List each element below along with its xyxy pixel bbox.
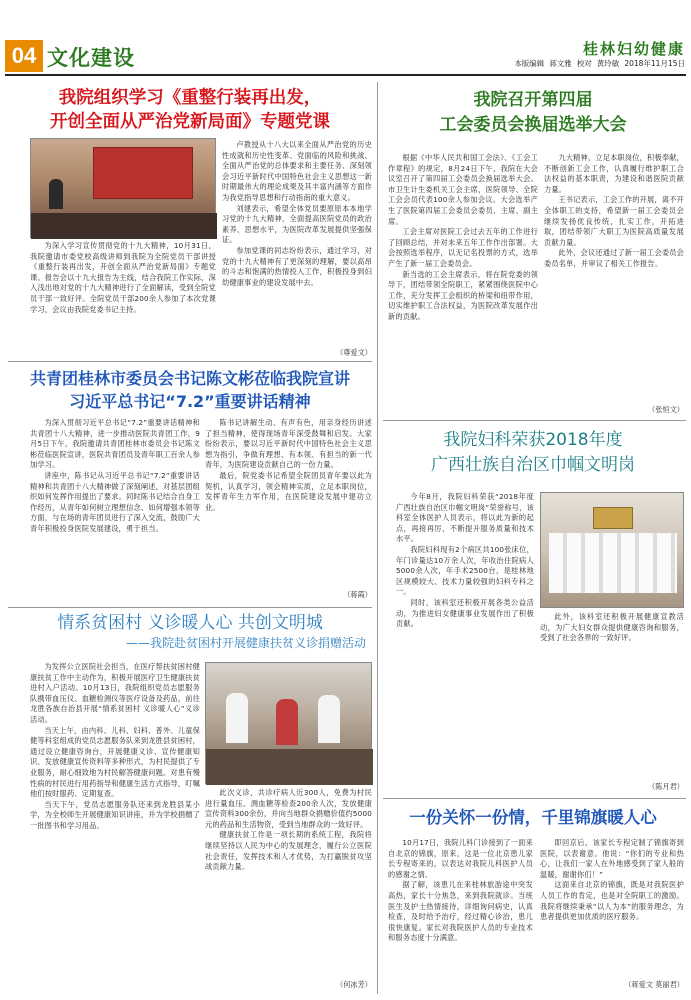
a1-title: 我院组织学习《重整行装再出发， 开创全面从严治党新局面》专题党课 <box>50 88 330 132</box>
a2-author: （蒋霞） <box>343 590 372 599</box>
a4-title: 我院召开第四届 工会委员会换届选举大会 <box>439 90 627 135</box>
a1-body-left: 为深入学习宣传贯彻党的十九大精神，10月31日，我院邀请市委党校高级讲师到我院为全院党员干部讲授《重整行装再出发，开创全面从严治党新局面》专题党课。报告会以十九大报告为主线，结合我院工作实际，深入浅出地对党的十九大精神进行了全面解读，受到全院党员干部一致好评。全院党员干部200余人参加了本次党课学习，会议由我院党委书记主持。 <box>30 241 216 314</box>
a3-photo-clinic <box>205 662 372 784</box>
a5-title: 我院妇科荣获2018年度 广西壮族自治区巾帼文明岗 <box>431 430 635 475</box>
divider <box>8 607 372 608</box>
a4-author: （张恒文） <box>648 405 684 414</box>
column-divider <box>377 82 378 994</box>
a3-body-left: 为发挥公立医院社会担当，在医疗帮扶贫困村健康扶贫工作中主动作为，积极开展医疗卫生健康扶贫进村入户活动。10月13日，我院组织党员志愿服务队携带血压仪、血糖检测仪等医疗设备及药品，前往龙胜各族自治县开展“情系贫困村 义诊暖人心”义诊活动。 当天上午，由内科、儿科、妇科、普外、儿童保健等科室组成的党员志愿服务队来到龙胜县贫困村，通过设立健康咨询台，开展健康义诊、宣传健康知识、发放健康宣传资料等多种形式，为村民提供了专业服务，耐心细致地为村民解答健康问题。对患有慢性病的村民进行用药指导和健康生活方式指导，叮嘱他们按时服药、定期复查。 当天下午，党员志愿服务队还来到龙胜县某小学，为全校师生开展健康知识讲座，并为学校捐赠了一批图书和学习用品。 <box>30 662 200 830</box>
divider <box>8 361 372 362</box>
proof-name: 黄玲敏 <box>596 59 620 68</box>
proof-label: 校对 <box>576 59 592 68</box>
a2-body-right: 陈书记讲解生动、有声有色，用亲身经历讲述了担当精神，使得现场青年深受鼓舞和启发。大家纷纷表示，要以习近平新时代中国特色社会主义思想为指引，争做有理想、有本领、有担当的新一代青年，为医院建设贡献自己的一份力量。 最后，院党委书记希望全院团员青年要以此为契机，认真学习，领会精神实质，立足本职岗位，发挥青年生力军作用，在医院建设发展中建功立业。 <box>205 418 372 512</box>
a4-body-right: 九大精神，立足本职岗位，积极奉献，不断创新工会工作，认真履行维护职工合法权益的基本职责，为建设和谐医院贡献力量。 王书记表示，工会工作的开展，离不开全体职工的支持，希望新一届工会委员会继续发扬优良传统，扎实工作，开拓进取，团结带领广大职工为医院高质量发展贡献力量。 此外，会议还通过了新一届工会委员会委员名单，并审议了相关工作报告。 <box>544 153 684 268</box>
a5-author: （陈月君） <box>648 782 684 791</box>
divider <box>383 420 686 421</box>
a6-body-left: 10月17日，我院儿科门诊接到了一面来自北京的锦旗，原来，这是一位北京患儿家长专程寄来的，以表达对我院儿科医护人员的感谢之情。 据了解，该患儿在来桂林旅游途中突发高热，家长十分焦急，来到我院就诊。当班医生及护士热情接待，详细询问病史，认真检查，及时给予治疗，经过精心诊治，患儿很快康复。家长对我院医护人员的专业技术和服务态度十分满意。 <box>388 838 533 943</box>
a3-body-right: 此次义诊，共诊疗病人近300人，免费为村民进行量血压、测血糖等检查200余人次，发放健康宣传资料300余份，并向当地群众捐赠价值约5000元的药品和生活物资，受到当地群众的一致好评。 健康扶贫工作是一项长期的系统工程，我院将继续坚持以人民为中心的发展理念，履行公立医院社会责任，发挥技术和人才优势，为打赢脱贫攻坚战贡献力量。 <box>205 788 372 872</box>
section-title: 文化建设 <box>47 46 135 70</box>
header-rule <box>5 74 686 76</box>
a4-body-left: 根据《中华人民共和国工会法》、《工会工作章程》的规定，8月24日下午，我院在大会议室召开了第四届工会委员会换届选举大会。市卫生计生委机关工会主席，医院领导、全院工会会员代表100余人参加会议。大会选举产生了医院第四届工会委员会委员、主席、副主席。 工会主席对医院工会过去五年的工作进行了回顾总结，并对未来五年工作作出部署。大会按照选举程序，以无记名投票的方式，选举产生了新一届工会委员会。 新当选的工会主席表示，将在院党委的领导下，团结带领全院职工，紧紧围绕医院中心工作，充分发挥工会组织的桥梁和纽带作用，切实维护职工合法权益，为医院改革发展作出新的贡献。 <box>388 153 538 321</box>
issue-date: 2018年11月15日 <box>624 59 685 68</box>
a2-title: 共青团桂林市委员会书记陈文彬莅临我院宣讲 习近平总书记“7.2”重要讲话精神 <box>29 369 350 411</box>
a3-author: （何冰芳） <box>336 980 372 989</box>
a6-title: 一份关怀一份情，千里锦旗暖人心 <box>409 808 657 827</box>
a1-photo-lecture <box>30 138 216 238</box>
a1-author: （尊爱文） <box>336 348 372 357</box>
divider <box>383 798 686 799</box>
a2-body-left: 为深入贯彻习近平总书记“7.2”重要讲话精神和共青团十八大精神，进一步推动医院共青团工作，9月5日下午，我院邀请共青团桂林市委员会书记陈文彬莅临医院宣讲，医院共青团员及青年职工百余人参加学习。 讲座中，陈书记从习近平总书记“7.2”重要讲话精神和共青团十八大精神做了深刻阐述，对基层团组织如何发挥作用提出了要求。同时陈书记结合自身工作经历，从青年如何树立理想信念、如何增强本领等方面，与在场的青年团员进行了深入交流，鼓励广大青年积极投身医院发展建设，勇于担当。 <box>30 418 200 533</box>
a3-title: 情系贫困村 义诊暖人心 共创文明城 ——我院赴贫困村开展健康扶贫义诊捐赠活动 <box>57 613 366 650</box>
newspaper-brand: 桂林妇幼健康 <box>582 40 685 58</box>
editor-label: 本版编辑 <box>514 59 545 68</box>
page-number: 04 <box>5 40 43 72</box>
edition-meta <box>400 58 685 69</box>
a5-body-left: 今年8月，我院妇科荣获“2018年度广西壮族自治区巾帼文明岗”荣誉称号，该科室全体医护人员表示，将以此为新的起点，再接再厉，不断提升服务质量和技术水平。 我院妇科现有2个病区共100张床位，年门诊量达10万余人次，年收治住院病人5000余人次，年手术2500台，是桂林地区规模较大、技术力量较强的妇科专科之一。 同时，该科室还积极开展各类公益活动，为推进妇女健康事业发展作出了积极贡献。 <box>396 492 534 629</box>
a5-body-right: 此外，该科室还积极开展健康宣教活动，为广大妇女群众提供健康咨询和服务，受到了社会各界的一致好评。 <box>540 612 684 643</box>
editor-name: 蒋文雅 <box>549 59 572 68</box>
a6-body-right: 即回京后，该家长专程定制了锦旗寄到医院，以表谢意。他说：“你们的专业和热心，让我们一家人在外地感受到了家人般的温暖，谢谢你们！” 这面来自北京的锦旗，既是对我院医护人员工作的肯定，也是对全院职工的激励。我院将继续秉承“以人为本”的服务理念，为患者提供更加优质的医疗服务。 <box>540 838 684 922</box>
a6-author: （蒋爱文 莫丽君） <box>624 980 684 989</box>
a5-photo-team <box>540 492 684 608</box>
a1-body-right: 卢教授从十八大以来全面从严治党的历史性成就和历史性变革、党面临的风险和挑战、全面从严治党的总体要求和主要任务、深刻领会习近平新时代中国特色社会主义思想这一新时期最伟大的理论成果及其丰富内涵等方面作为我党指导思想和行动指南的重大意义。 刘建表示，希望全体党员要原原本本地学习党的十九大精神，全面提高医院党员的政治素养、思想水平，为医院改革发展提供坚强保证。 参加党课的同志纷纷表示，通过学习，对党的十九大精神有了更深刻的理解，要以高昂的斗志和饱满的热情投入工作，积极投身到妇幼健康事业的建设发展中去。 <box>222 140 372 287</box>
